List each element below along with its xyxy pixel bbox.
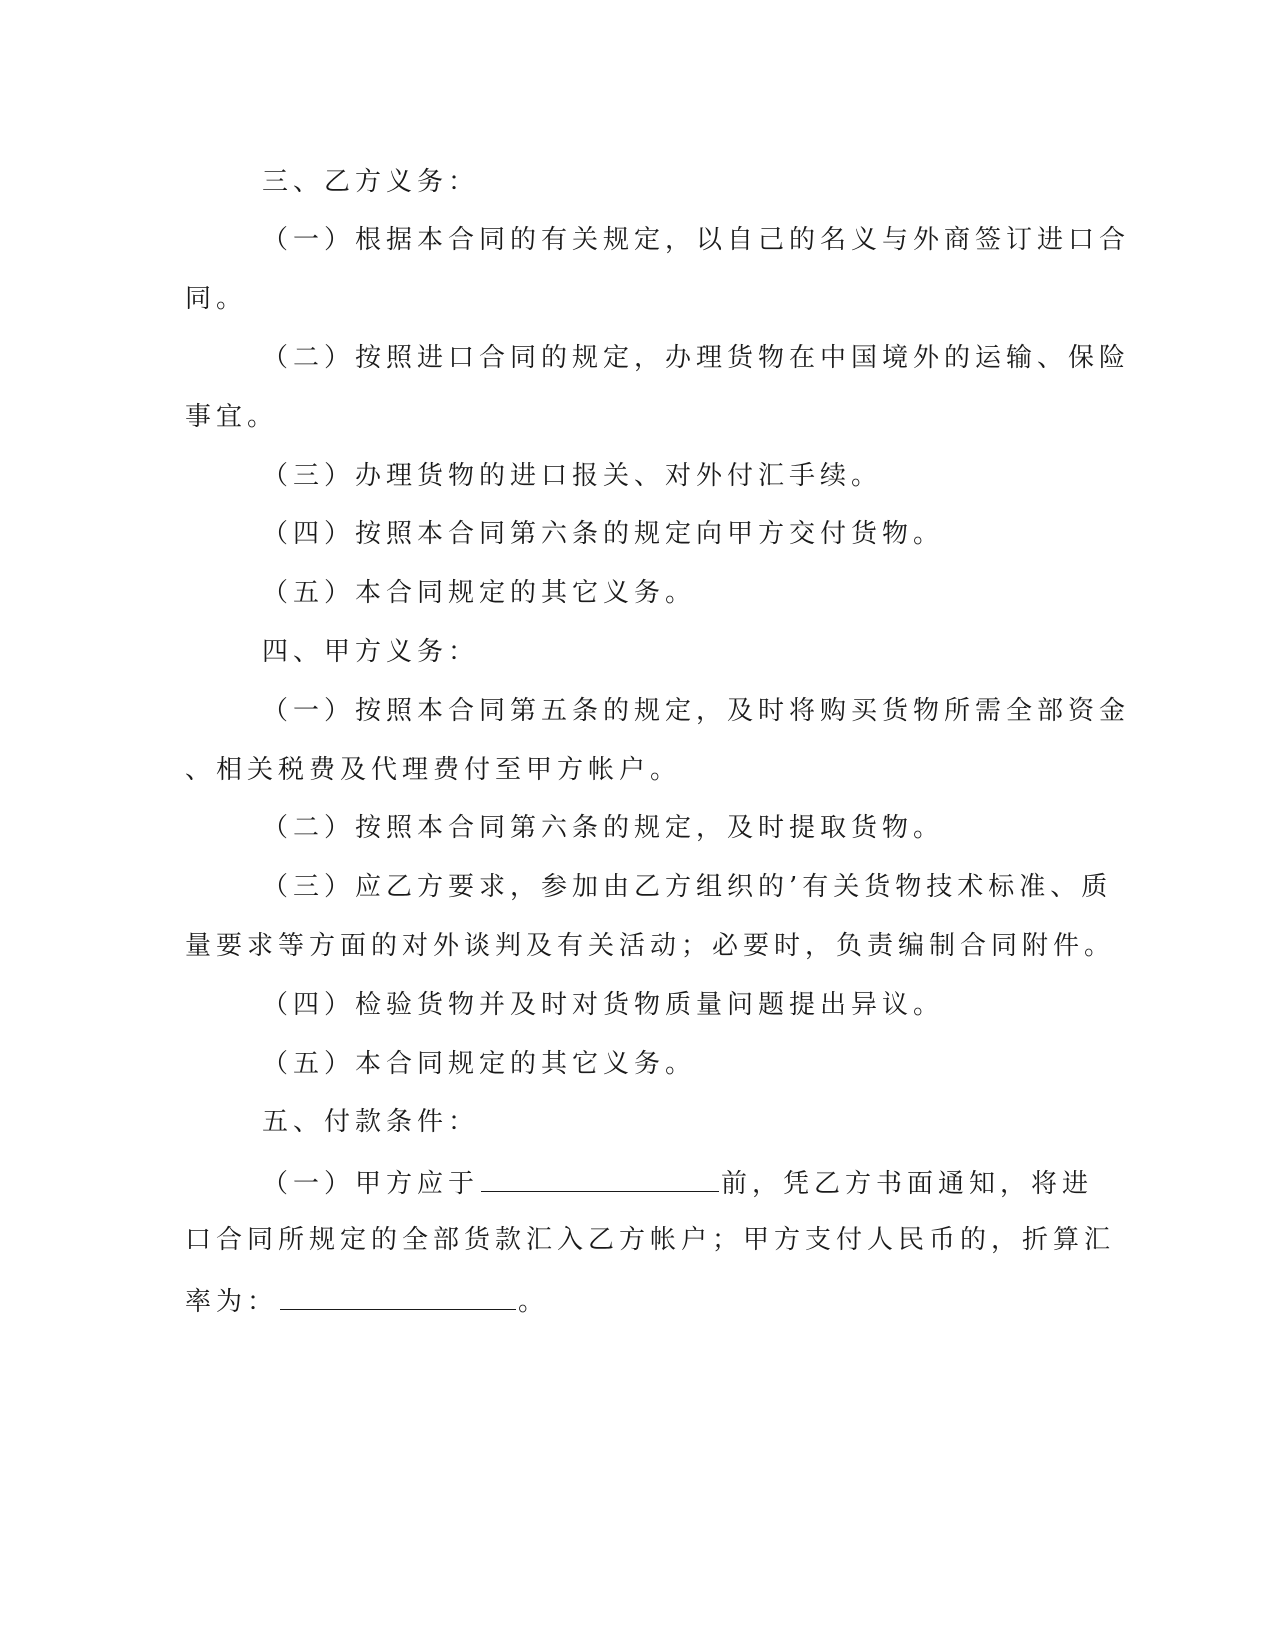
paragraph-line: （五）本合同规定的其它义务。	[262, 578, 697, 608]
section-heading-3: 三、乙方义务：	[262, 167, 480, 197]
paragraph-line: （二）按照本合同第六条的规定，及时提取货物。	[262, 813, 945, 843]
section-heading-5: 五、付款条件：	[262, 1107, 480, 1137]
payment-line-1	[262, 1165, 1093, 1200]
paragraph-line: （四）检验货物并及时对货物质量问题提出异议。	[262, 990, 945, 1020]
payment-line-3	[185, 1283, 549, 1318]
paragraph-line: （四）按照本合同第六条的规定向甲方交付货物。	[262, 519, 945, 549]
paragraph-line: 量要求等方面的对外谈判及有关活动；必要时，负责编制合同附件。	[185, 931, 1116, 961]
section-heading-4: 四、甲方义务：	[262, 637, 480, 667]
paragraph-line: 事宜。	[185, 402, 279, 432]
paragraph-line: （五）本合同规定的其它义务。	[262, 1049, 697, 1079]
paragraph-line: （一）根据本合同的有关规定，以自己的名义与外商签订进口合	[262, 225, 1131, 255]
payment-text: （一）甲方应于	[262, 1169, 480, 1199]
paragraph-line: （一）按照本合同第五条的规定，及时将购买货物所需全部资金	[262, 696, 1131, 726]
paragraph-line: （三）办理货物的进口报关、对外付汇手续。	[262, 461, 883, 491]
payment-line-2: 口合同所规定的全部货款汇入乙方帐户；甲方支付人民币的，折算汇	[185, 1225, 1116, 1255]
payment-text: 。	[518, 1287, 550, 1317]
payment-text: 前，凭乙方书面通知，将进	[721, 1169, 1094, 1199]
paragraph-line: （二）按照进口合同的规定，办理货物在中国境外的运输、保险	[262, 343, 1131, 373]
paragraph-line: （三）应乙方要求，参加由乙方组织的’有关货物技术标准、质	[262, 872, 1113, 902]
date-blank-field[interactable]	[481, 1165, 719, 1192]
paragraph-line: 、相关税费及代理费付至甲方帐户。	[185, 755, 682, 785]
exchange-rate-blank-field[interactable]	[280, 1283, 516, 1310]
paragraph-line: 同。	[185, 284, 248, 314]
payment-text: 率为：	[185, 1287, 279, 1317]
